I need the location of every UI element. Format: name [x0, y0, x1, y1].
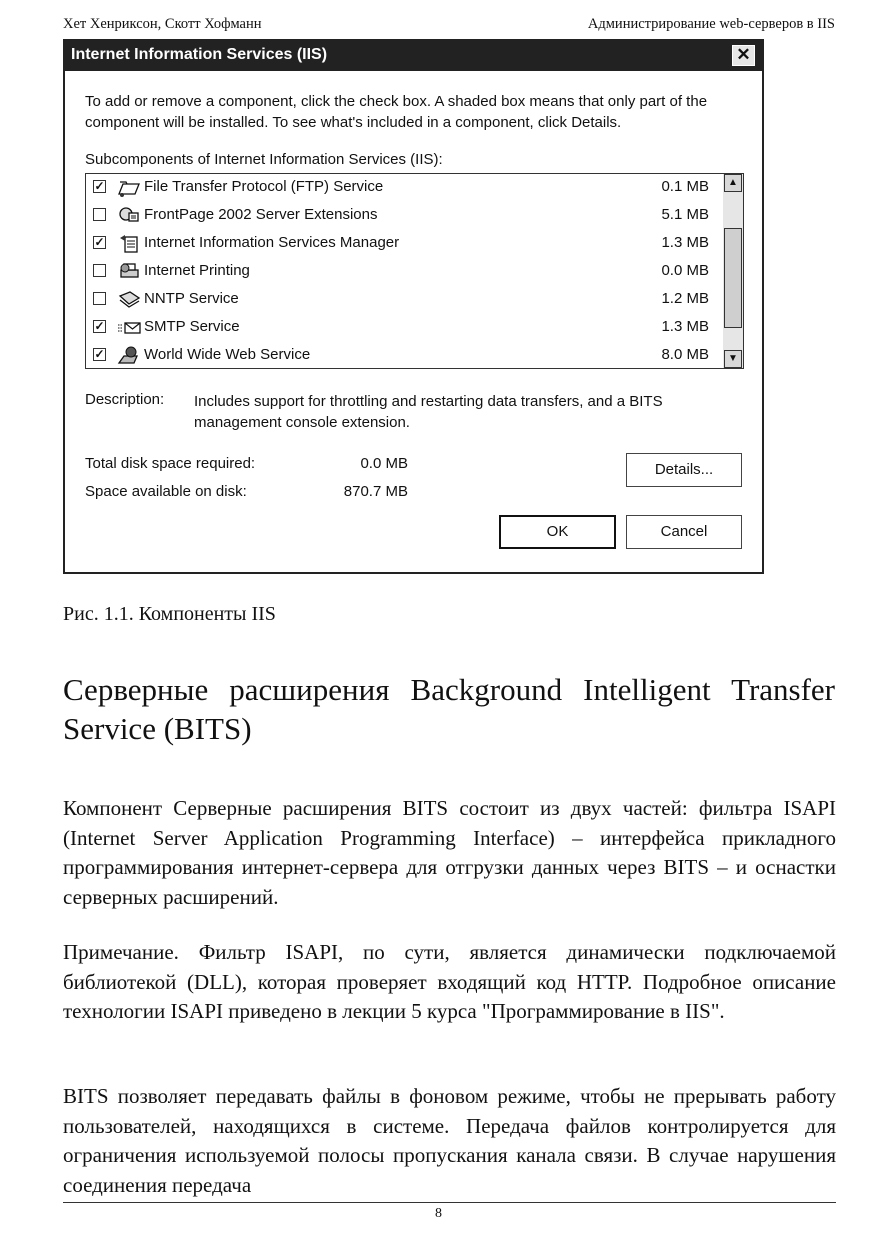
component-checkbox[interactable]: ✓ — [94, 347, 105, 361]
component-checkbox[interactable] — [93, 264, 106, 277]
subcomponents-label: Subcomponents of Internet Information Services (IIS): — [85, 151, 443, 168]
header-authors: Хет Хенриксон, Скотт Хофманн — [63, 16, 262, 32]
component-name: File Transfer Protocol (FTP) Service — [144, 178, 384, 195]
scroll-up-button[interactable]: ▲ — [724, 174, 742, 192]
paragraph: Примечание. Фильтр ISAPI, по сути, является динамически подключаемой библиотекой (DLL), которая проверяет входящий код HTTP. Подробное описание технологии ISAPI приведено в лекции 5 курса "Программирование в IIS". — [63, 940, 836, 1023]
component-size: 0.1 MB — [661, 178, 709, 195]
dialog-intro-text: To add or remove a component, click the check box. A shaded box means that only part of the component will be installed. To see what's included in a component, click Details. — [85, 93, 708, 131]
paragraph: Компонент Серверные расширения BITS состоит из двух частей: фильтра ISAPI (Internet Server Application Programming Interface) – интерфейса прикладного программирования интернет-сервера для отгрузки данных через BITS – и оснастки серверных расширений. — [63, 796, 836, 909]
space-available-value: 870.7 MB — [343, 483, 408, 500]
scroll-thumb[interactable] — [724, 228, 742, 328]
description-label: Description: — [85, 391, 165, 408]
component-row-smtp[interactable] — [86, 314, 723, 342]
mail-icon — [117, 316, 141, 338]
total-disk-label: Total disk space required: — [85, 455, 256, 472]
total-disk-value: 0.0 MB — [360, 455, 408, 472]
component-row-frontpage[interactable] — [86, 202, 723, 230]
space-available-label: Space available on disk: — [85, 483, 247, 500]
ok-button[interactable]: OK — [499, 515, 616, 549]
iis-components-dialog — [63, 39, 764, 574]
header-book-title: Администрирование web-серверов в IIS — [587, 16, 835, 32]
globe-icon — [117, 344, 141, 366]
close-icon: ✕ — [736, 45, 751, 64]
description-text: Includes support for throttling and restarting data transfers, and a BITS management console extension. — [194, 393, 663, 431]
folder-icon — [117, 176, 141, 198]
component-name: World Wide Web Service — [144, 346, 311, 363]
close-button[interactable] — [732, 45, 755, 66]
news-icon — [117, 288, 141, 310]
page-number: 8 — [435, 1206, 442, 1221]
component-name: FrontPage 2002 Server Extensions — [144, 206, 378, 223]
component-row-iis-manager[interactable] — [86, 230, 723, 258]
paragraph: BITS позволяет передавать файлы в фоновом режиме, чтобы не прерывать работу пользователей, находящихся в системе. Передача файлов контролируется для ограничения используемой полосы пропускания канала связи. В случае нарушения соединения передача — [63, 1084, 836, 1197]
running-header — [63, 16, 835, 36]
component-row-www[interactable] — [86, 342, 723, 369]
server-manager-icon — [117, 232, 141, 254]
component-row-internet-printing[interactable] — [86, 258, 723, 286]
component-checkbox[interactable] — [93, 292, 106, 305]
footer-rule — [63, 1202, 836, 1203]
component-checkbox[interactable] — [93, 208, 106, 221]
components-listbox[interactable] — [85, 173, 744, 369]
component-size: 5.1 MB — [661, 206, 709, 223]
component-row-ftp[interactable] — [86, 174, 723, 202]
dialog-title: Internet Information Services (IIS) — [71, 46, 328, 63]
frontpage-icon — [117, 204, 141, 226]
component-checkbox[interactable]: ✓ — [94, 235, 105, 249]
figure-caption: Рис. 1.1. Компоненты IIS — [63, 603, 276, 625]
dialog-titlebar[interactable] — [65, 41, 762, 71]
scroll-down-button[interactable]: ▼ — [724, 350, 742, 368]
component-name: SMTP Service — [144, 318, 240, 335]
component-size: 1.2 MB — [661, 290, 709, 307]
section-heading: Серверные расширения Background Intelligent Transfer Service (BITS) — [63, 672, 835, 746]
component-size: 0.0 MB — [661, 262, 709, 279]
list-scrollbar[interactable] — [723, 174, 743, 368]
component-size: 8.0 MB — [661, 346, 709, 363]
component-checkbox[interactable]: ✓ — [94, 179, 105, 193]
printer-icon — [117, 260, 141, 282]
component-row-nntp[interactable] — [86, 286, 723, 314]
component-size: 1.3 MB — [661, 318, 709, 335]
details-button[interactable]: Details... — [626, 453, 742, 487]
cancel-button[interactable]: Cancel — [626, 515, 742, 549]
component-size: 1.3 MB — [661, 234, 709, 251]
component-checkbox[interactable]: ✓ — [94, 319, 105, 333]
component-name: Internet Printing — [144, 262, 250, 279]
component-name: NNTP Service — [144, 290, 239, 307]
component-name: Internet Information Services Manager — [144, 234, 400, 251]
